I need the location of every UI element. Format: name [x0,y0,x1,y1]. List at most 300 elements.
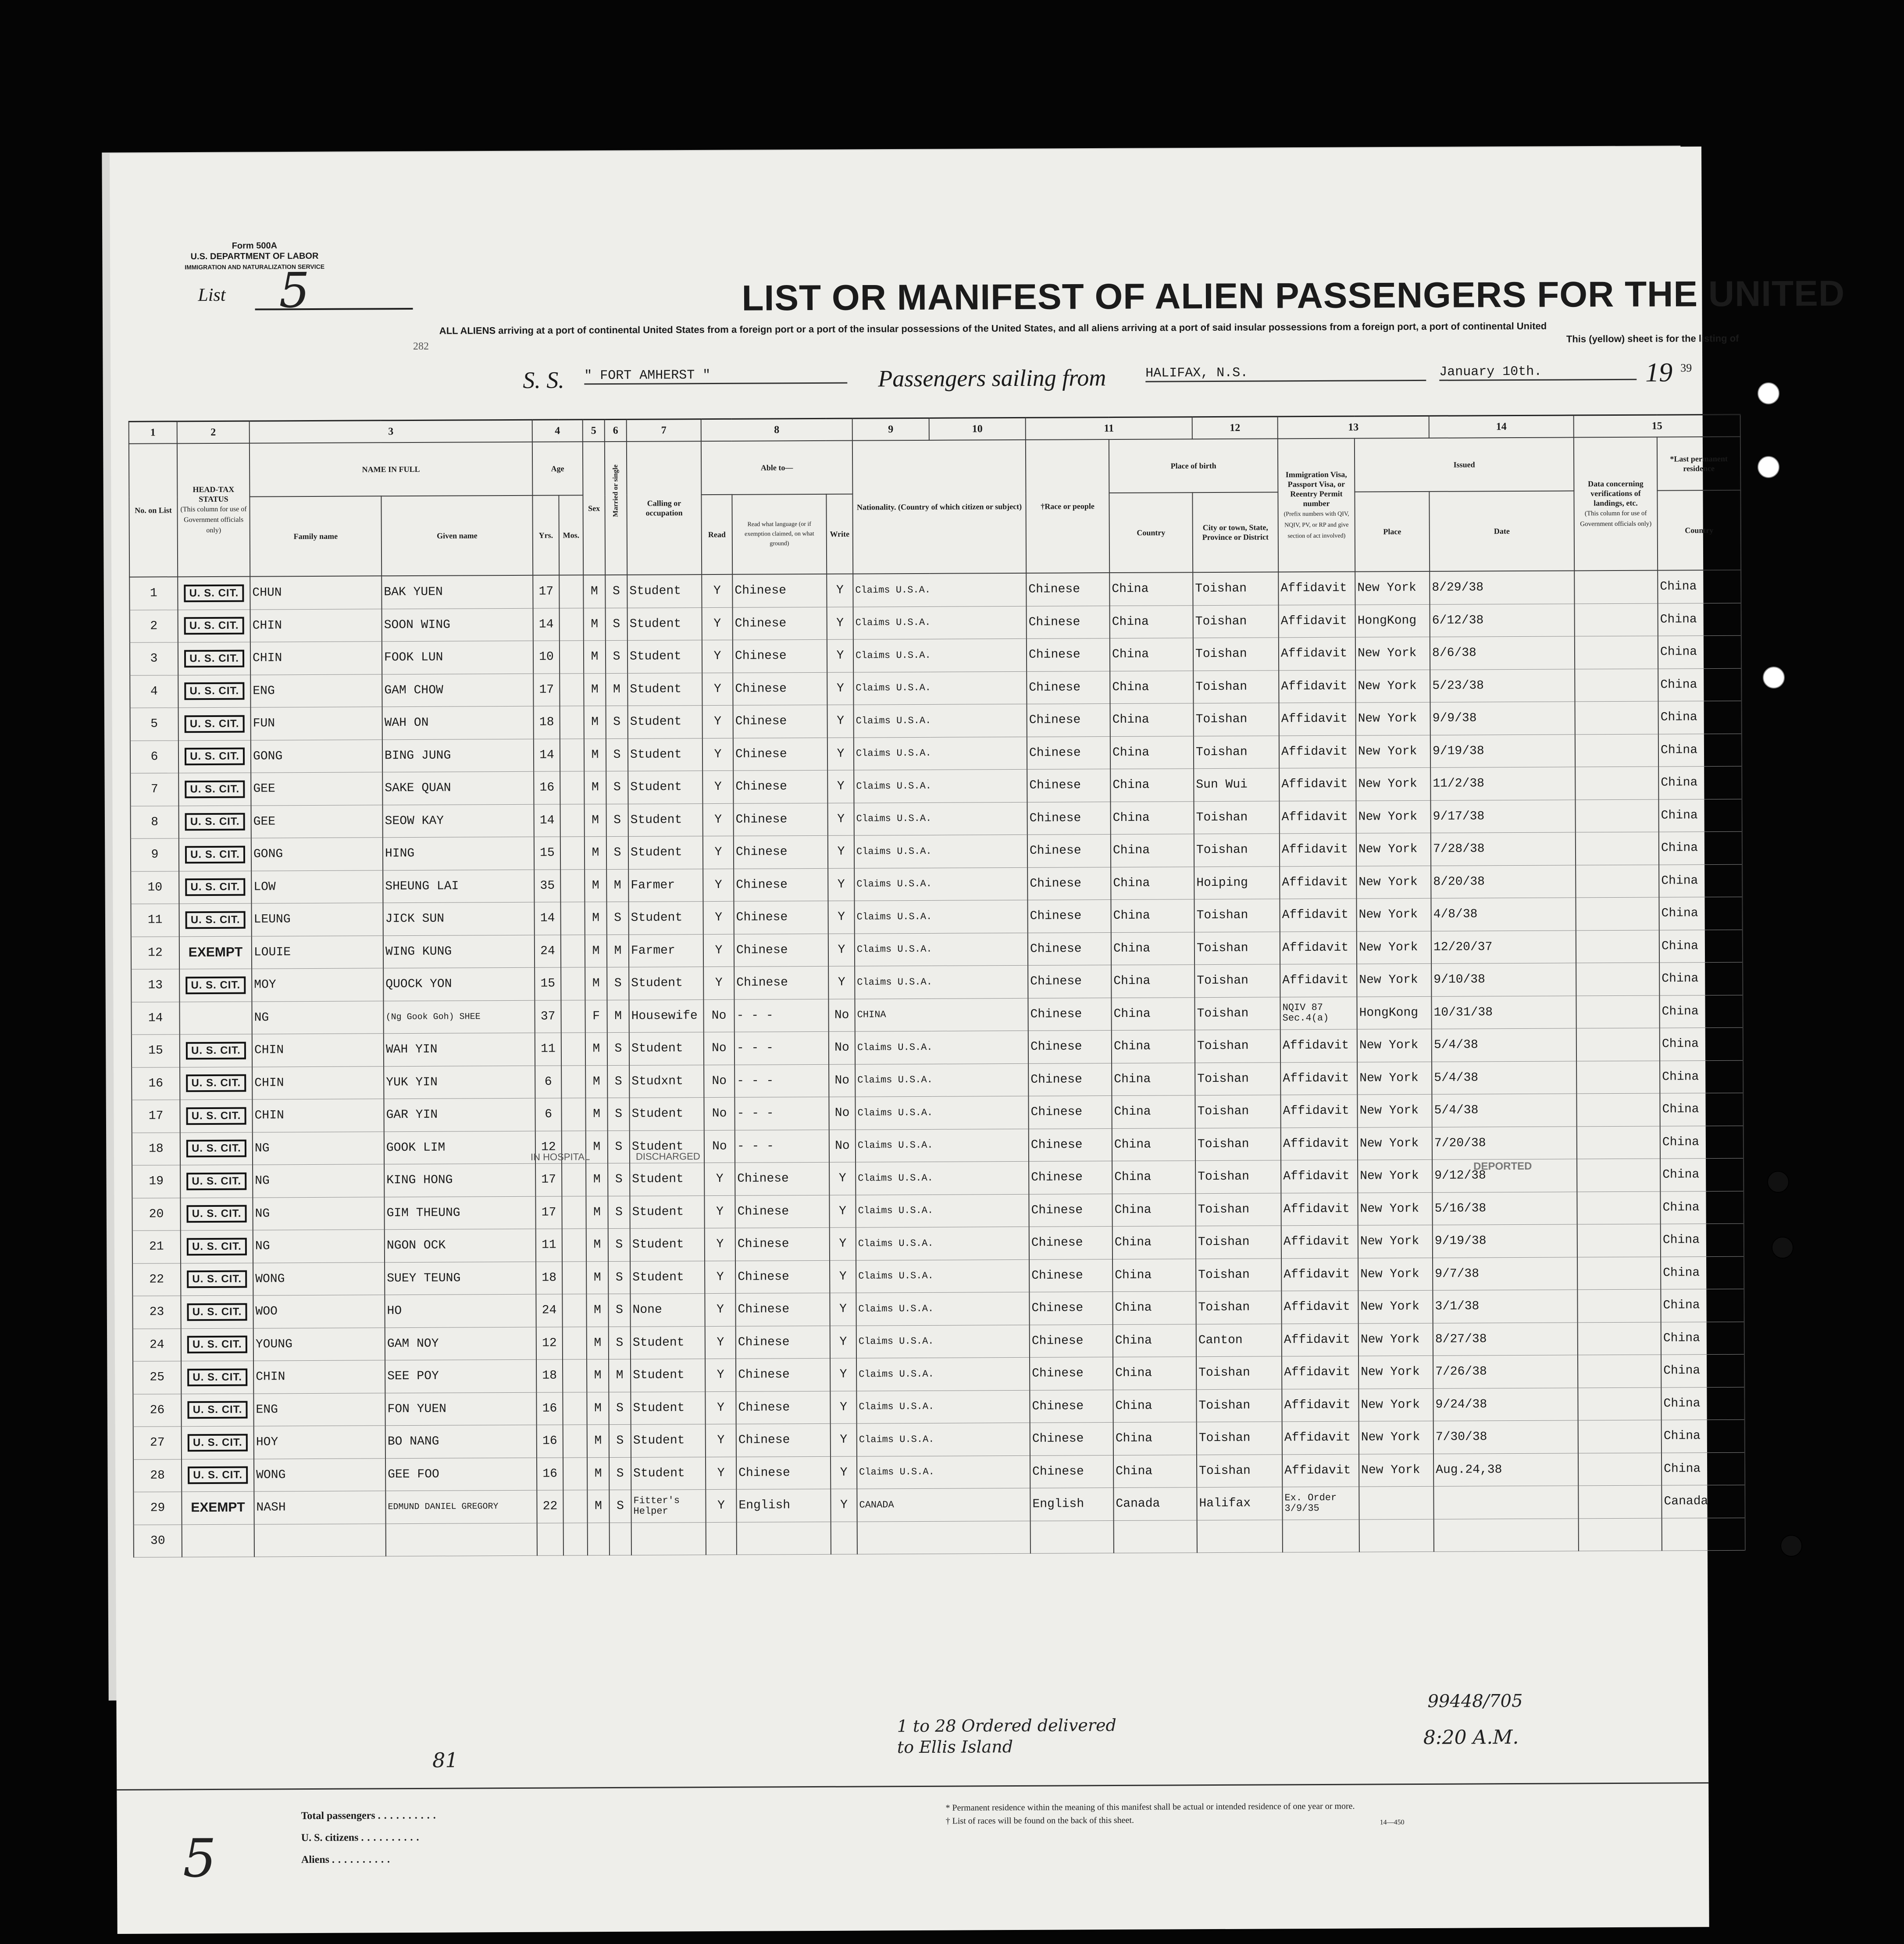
landing-data [1578,1453,1662,1486]
nationality: Claims U.S.A. [856,1227,1029,1260]
issued-date: 8/27/38 [1433,1322,1578,1355]
can-write: No [829,1064,855,1097]
head-tax-status [178,707,251,740]
birth-city: Toishan [1196,1226,1281,1259]
issued-place: New York [1358,1258,1433,1291]
given-name: SHEUNG LAI [383,870,534,903]
residence-country: China [1659,962,1743,995]
birth-city: Halifax [1197,1487,1282,1520]
nationality: Claims U.S.A. [853,671,1027,705]
read-language: Chinese [736,1423,831,1456]
read-language: English [736,1489,831,1522]
read-language: Chinese [735,1227,830,1260]
marital-status: S [608,1228,630,1261]
marital-status: M [607,1000,629,1033]
column-number-row: 1 2 3 4 5 6 7 8 9 10 11 12 13 14 15 [129,414,1740,444]
issued-date: 7/26/38 [1433,1355,1578,1388]
read-language: Chinese [736,1326,830,1359]
nationality: Claims U.S.A. [856,1390,1030,1423]
landing-data [1574,571,1658,604]
col-given-name: Given name [381,496,533,576]
race: Chinese [1030,1357,1113,1390]
row-number: 28 [133,1459,182,1492]
can-write: Y [830,1227,856,1260]
residence-country: China [1658,766,1742,799]
col-married: Married or single [605,442,627,575]
read-language: Chinese [733,607,827,640]
age-years: 16 [536,1392,563,1425]
sex: M [585,902,606,935]
row-number: 13 [131,969,179,1002]
row-number: 3 [130,642,178,675]
visa-number: Ex. Order 3/9/35 [1282,1487,1359,1520]
age-months [563,1457,587,1490]
head-tax-status [181,1361,253,1394]
marital-status: S [608,1163,630,1196]
given-name: KING HONG [384,1163,535,1197]
family-name: WONG [254,1458,385,1491]
family-name: YOUNG [253,1327,385,1361]
issued-date: 8/29/38 [1430,571,1574,604]
family-name: CHIN [252,1034,384,1067]
issued-place [1359,1519,1434,1552]
head-tax-stamp: U. S. CIT. [185,845,245,863]
residence-country: China [1658,799,1742,832]
given-name: GEE FOO [385,1458,537,1491]
marital-status: S [609,1392,631,1425]
issued-date: Aug.24,38 [1433,1453,1578,1486]
landing-data [1577,1289,1661,1322]
read-language: Chinese [736,1456,831,1489]
age-years: 14 [534,739,560,772]
landing-deported-stamp: DEPORTED [1473,1160,1532,1173]
birth-country: China [1110,736,1194,769]
row-number: 17 [132,1100,180,1133]
birth-country: China [1112,1226,1196,1259]
nationality: Claims U.S.A. [853,638,1027,672]
birth-city: Toishan [1194,997,1280,1030]
issued-place: New York [1357,931,1431,964]
marital-status: S [606,902,628,935]
birth-country: China [1112,1095,1195,1128]
marital-status: S [608,1196,630,1229]
given-name: FON YUEN [385,1392,536,1426]
passenger-rows [129,570,1745,1558]
race: Chinese [1029,1128,1112,1161]
birth-city: Toishan [1195,1193,1281,1226]
age-years: 11 [535,1033,561,1066]
birth-city [1197,1520,1283,1552]
can-read: No [704,1032,735,1065]
family-name: CHIN [253,1360,385,1394]
head-tax-stamp: U. S. CIT. [184,617,244,635]
residence-country: China [1658,570,1741,603]
nationality: Claims U.S.A. [853,606,1027,639]
given-name: YUK YIN [384,1066,535,1099]
row-number: 10 [131,871,179,904]
head-tax-status [179,871,251,904]
sex: M [585,935,607,967]
sex: M [586,1131,608,1163]
issued-place: HongKong [1355,604,1430,637]
age-months [563,1392,587,1425]
age-months [560,738,584,771]
visa-number: Affidavit [1280,1062,1357,1095]
family-name: WONG [253,1262,385,1295]
occupation: Studxnt [629,1065,704,1098]
occupation: Student [631,1457,706,1490]
age-months [563,1327,587,1359]
can-read: Y [705,1391,736,1424]
birth-country: China [1110,703,1194,736]
birth-country [1114,1520,1197,1553]
family-name: LOUIE [252,935,383,969]
issued-date: 9/19/38 [1433,1224,1577,1258]
can-write: Y [830,1326,856,1359]
landing-data [1576,1093,1660,1126]
birth-country: China [1110,638,1193,671]
can-read: Y [706,1457,736,1490]
nationality: Claims U.S.A. [857,1423,1030,1456]
landing-data [1575,603,1658,636]
row-number: 23 [132,1296,181,1329]
occupation: Student [628,640,702,673]
issued-date: 7/28/38 [1431,832,1576,866]
head-tax-status [180,1198,253,1231]
read-language: Chinese [735,1260,830,1293]
marital-status: M [609,1359,631,1392]
can-write: Y [830,1358,856,1391]
col-yrs: Yrs. [532,496,559,575]
residence-country: China [1658,734,1742,767]
family-name: LOW [251,870,383,903]
visa-number: Affidavit [1282,1323,1358,1356]
ship-name: " FORT AMHERST " [584,367,847,385]
residence-country: China [1658,603,1741,636]
read-language: Chinese [735,1293,830,1326]
nationality: Claims U.S.A. [854,867,1027,901]
read-language: Chinese [734,966,828,999]
manifest-table [128,414,1746,1558]
residence-country: China [1659,831,1742,864]
given-name: SEOW KAY [382,804,534,838]
age-years: 24 [535,935,561,968]
birth-city: Toishan [1193,572,1278,605]
marital-status: M [606,869,628,902]
birth-city: Toishan [1195,1062,1280,1095]
age-months [562,1196,586,1229]
age-months [560,771,584,804]
age-months [561,935,585,967]
can-write: Y [828,868,854,901]
given-name: WING KUNG [383,935,535,968]
occupation: Student [628,803,702,836]
head-tax-stamp: U. S. CIT. [187,1270,247,1288]
read-language: - - - [735,1031,829,1064]
can-read: Y [706,1424,736,1457]
sex: M [587,1457,609,1490]
occupation: Student [627,574,702,608]
visa-number: NQIV 87 Sec.4(a) [1280,997,1357,1030]
can-read: No [704,1065,735,1098]
can-write: No [829,1097,855,1130]
col-name-in-full: NAME IN FULL [250,442,533,497]
marital-status: S [607,967,629,1000]
footer-divider [117,1782,1708,1791]
sex: M [585,837,606,870]
birth-city: Hoiping [1194,866,1280,899]
age-years: 17 [535,1163,562,1196]
row-number: 26 [133,1394,181,1427]
row-number: 4 [130,675,178,708]
head-tax-status [182,1426,254,1459]
race: English [1030,1488,1113,1521]
issued-place: New York [1356,735,1430,768]
issued-date: 7/30/38 [1433,1420,1578,1454]
can-write: Y [830,1260,856,1293]
birth-country: China [1110,801,1194,834]
issued-date [1433,1486,1578,1519]
can-write: Y [831,1456,857,1489]
given-name: (Ng Gook Goh) SHEE [383,1000,535,1034]
sex: M [587,1490,609,1523]
visa-number: Affidavit [1282,1389,1358,1422]
age-years: 10 [533,641,560,674]
race: Chinese [1029,1292,1112,1325]
col-write: Write [826,494,853,574]
issued-place: New York [1356,800,1430,833]
issued-date: 9/17/38 [1430,799,1575,833]
landing-data [1578,1388,1661,1420]
head-tax-stamp: U. S. CIT. [188,1466,248,1484]
occupation: Student [628,673,702,706]
can-read: No [704,1130,735,1163]
read-language: Chinese [734,835,828,868]
landing-data [1576,897,1659,930]
landing-data [1575,669,1658,702]
birth-city: Toishan [1196,1258,1281,1291]
marital-status: S [605,575,627,608]
race: Chinese [1027,736,1110,769]
sex: M [585,967,607,1000]
age-years: 14 [534,902,560,935]
can-write: Y [831,1489,857,1522]
issued-place: New York [1357,1029,1432,1062]
given-name: HO [385,1294,536,1327]
residence-country: China [1660,1027,1743,1060]
family-name: NASH [254,1491,385,1524]
nationality: Claims U.S.A. [854,737,1027,770]
family-name: NG [253,1131,384,1165]
sex: M [585,1065,607,1098]
race: Chinese [1028,932,1111,965]
issued-date: 10/31/38 [1431,995,1576,1029]
sex: M [586,1294,608,1327]
visa-number: Affidavit [1281,1258,1358,1291]
visa-number: Affidavit [1281,1225,1358,1258]
issued-place: New York [1359,1421,1433,1454]
age-years: 15 [534,837,560,870]
head-tax-stamp: U. S. CIT. [186,1042,246,1059]
family-name: CHIN [250,609,382,642]
residence-country: China [1659,995,1743,1028]
visa-number: Affidavit [1279,801,1356,834]
can-read: Y [702,803,733,836]
family-name: GONG [251,739,382,773]
birth-country: China [1113,1324,1196,1357]
total-passengers-label: Total passengers .......... [301,1809,439,1822]
manifest-subtitle-2: This (yellow) sheet is for the listing of [1566,332,1739,345]
landing-data [1575,767,1658,799]
can-read: Y [704,1163,735,1195]
sex: M [586,1261,608,1294]
age-years: 6 [535,1066,561,1099]
sex: M [586,1229,608,1262]
can-read: Y [705,1326,736,1359]
issued-place: New York [1357,1062,1432,1095]
issued-date: 12/20/37 [1431,930,1576,963]
issued-date: 5/4/38 [1432,1028,1576,1062]
issued-place: New York [1358,1323,1433,1356]
landing-data [1575,734,1658,767]
can-write: Y [828,901,854,934]
can-read: Y [703,836,734,869]
nationality: Claims U.S.A. [856,1129,1029,1162]
race: Chinese [1027,638,1110,671]
residence-country: China [1661,1256,1744,1289]
departure-port: HALIFAX, N.S. [1145,365,1426,382]
visa-number: Affidavit [1281,1291,1358,1323]
binder-hole [1758,382,1779,404]
form-number: Form 500A [232,241,278,251]
issued-place: New York [1356,866,1431,899]
occupation: Farmer [628,869,703,902]
age-months [560,902,585,935]
read-language: Chinese [733,672,827,705]
binder-hole [1767,1171,1789,1193]
head-tax-status [181,1263,253,1296]
read-language: - - - [735,1097,829,1130]
row-number: 16 [132,1067,180,1100]
issued-place: HongKong [1357,996,1431,1029]
can-write: Y [827,770,854,803]
birth-city: Canton [1196,1323,1282,1356]
age-years: 18 [536,1359,563,1392]
sex: M [586,1196,608,1229]
family-name: NG [253,1197,384,1230]
nationality: Claims U.S.A. [854,704,1027,737]
occupation: Student [630,1228,705,1261]
birth-city: Toishan [1194,801,1279,834]
read-language: Chinese [734,868,828,901]
read-language: - - - [735,1130,829,1163]
sex: M [587,1392,609,1425]
visa-number: Affidavit [1279,768,1356,801]
residence-country: China [1660,1191,1744,1224]
marital-status: S [609,1327,631,1359]
issued-date: 7/20/38 [1432,1126,1577,1159]
nationality: Claims U.S.A. [856,1194,1029,1227]
birth-country: China [1113,1357,1196,1390]
given-name: BO NANG [385,1425,537,1458]
can-write: Y [831,1423,857,1456]
residence-country: China [1659,897,1742,930]
race: Chinese [1026,573,1109,606]
nationality: Claims U.S.A. [855,1031,1028,1064]
given-name: FOOK LUN [382,641,533,674]
race: Chinese [1029,1227,1112,1259]
col-visa: Immigration Visa, Passport Visa, or Reentry Permit number (Prefix numbers with QIV, NQIV, PV, or RP and give section of act involved) [1278,439,1355,572]
marital-status: S [608,1294,630,1327]
can-write: Y [828,966,855,999]
landing-data [1575,799,1658,832]
race: Chinese [1030,1390,1113,1423]
read-language: Chinese [733,705,827,738]
read-language: - - - [735,1064,829,1097]
given-name: WAH ON [382,706,534,739]
occupation: Student [628,836,703,869]
age-years: 12 [535,1131,562,1164]
marital-status: S [608,1261,630,1294]
age-months [562,1163,586,1196]
issued-date [1434,1518,1579,1552]
occupation: Student [630,1261,705,1294]
manifest-subtitle: ALL ALIENS arriving at a port of continental United States from a foreign port or a port of the insular possessions of the United States, and all aliens arriving at a port of said insular possessions from a foreign port, a port of continental United [439,320,1547,336]
head-tax-stamp: U. S. CIT. [186,1107,246,1125]
can-read: Y [705,1228,735,1261]
age-years: 16 [534,771,560,804]
landing-data [1576,832,1659,865]
landing-data [1576,1028,1660,1061]
sex: F [585,1000,607,1033]
nationality: Claims U.S.A. [856,1357,1030,1391]
age-months [563,1359,587,1392]
row-number: 24 [133,1328,181,1361]
head-tax-status [179,903,251,936]
age-months [561,1000,585,1033]
col-age: Age [532,442,583,496]
family-name: FUN [251,707,382,740]
issued-date: 5/16/38 [1432,1191,1577,1225]
us-citizens-label: U. S. citizens .......... [301,1831,423,1844]
birth-country: China [1112,1259,1196,1291]
issued-place: New York [1358,1192,1432,1225]
age-years: 6 [535,1098,561,1131]
occupation: Student [631,1424,706,1457]
sex: M [584,641,606,674]
nationality: Claims U.S.A. [856,1325,1030,1358]
head-tax-stamp: U. S. CIT. [187,1238,247,1256]
race: Chinese [1027,704,1110,737]
residence-country: China [1660,1093,1743,1126]
given-name: QUOCK YON [383,967,535,1001]
visa-number: Affidavit [1280,899,1356,931]
head-tax-status [181,1295,253,1328]
visa-number: Affidavit [1282,1356,1358,1389]
sex: M [584,673,606,706]
head-tax-stamp: U. S. CIT. [187,1368,247,1386]
read-language: Chinese [733,803,827,836]
occupation: Student [631,1391,705,1424]
issued-place: New York [1355,571,1430,605]
age-years: 22 [537,1490,563,1523]
col-family-name: Family name [250,496,382,576]
occupation: Farmer [629,934,703,967]
birth-country: China [1112,1193,1195,1226]
race: Chinese [1029,1194,1112,1227]
birth-city: Toishan [1195,1127,1281,1160]
row-number: 25 [133,1361,181,1394]
